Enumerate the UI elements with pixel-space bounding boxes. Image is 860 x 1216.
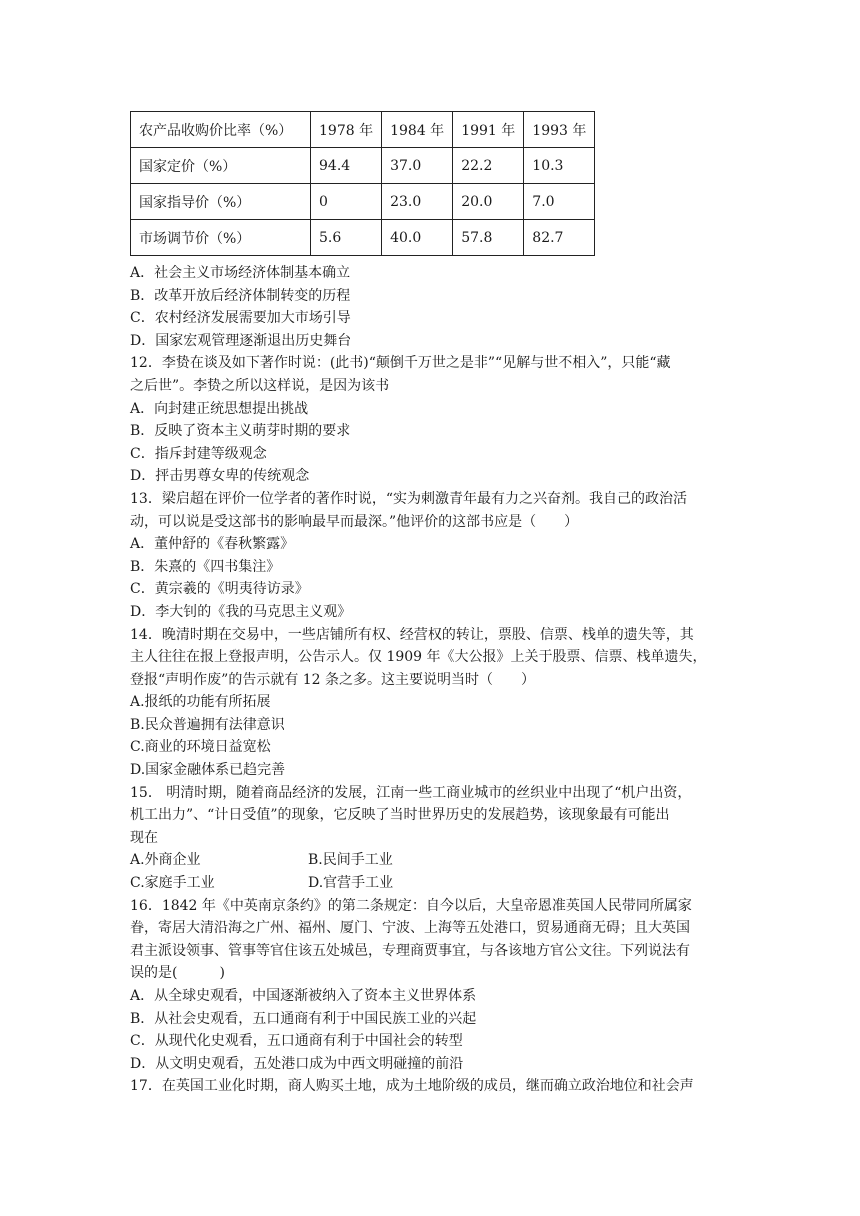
table-header-cell: 农产品收购价比率（%） <box>131 112 311 148</box>
table-cell: 国家定价（%） <box>131 148 311 184</box>
text-line: 17．在英国工业化时期，商人购买土地，成为土地阶级的成员，继而确立政治地位和社会声 <box>130 1078 694 1095</box>
text-line: 君主派设领事、管事等官住该五处城邑，专理商贾事宜，与各该地方官公文往。下列说法有 <box>130 942 690 959</box>
text-line: B．朱熹的《四书集注》 <box>130 558 281 575</box>
text-line: B．改革开放后经济体制转变的历程 <box>130 287 351 304</box>
text-line: D.国家金融体系已趋完善 <box>130 762 286 779</box>
text-line: 14．晚清时期在交易中，一些店铺所有权、经营权的转让，票股、信票、栈单的遗失等，其 <box>130 626 694 643</box>
text-line: D．国家宏观管理逐渐退出历史舞台 <box>130 332 352 349</box>
q15-options-row <box>130 872 742 895</box>
text-line: C．指斥封建等级观念 <box>130 445 267 462</box>
text-line: A．向封建正统思想提出挑战 <box>130 400 309 417</box>
table-cell: 37.0 <box>382 148 453 184</box>
table-cell: 82.7 <box>524 220 595 256</box>
table-header-row <box>131 112 595 148</box>
text-line: 15． 明清时期，随着商品经济的发展，江南一些工商业城市的丝织业中出现了“机户出资， <box>130 784 692 801</box>
table-cell: 国家指导价（%） <box>131 184 311 220</box>
table-cell: 22.2 <box>453 148 524 184</box>
text-line: D．抨击男尊女卑的传统观念 <box>130 468 310 485</box>
table-cell: 10.3 <box>524 148 595 184</box>
option-text: D.官营手工业 <box>308 875 394 892</box>
text-line: C．从现代化史观看，五口通商有利于中国社会的转型 <box>130 1033 463 1050</box>
table-cell: 7.0 <box>524 184 595 220</box>
text-line: C．农村经济发展需要加大市场引导 <box>130 310 351 327</box>
text-line: 现在 <box>130 829 158 846</box>
text-line: B.民众普遍拥有法律意识 <box>130 716 285 733</box>
text-line: C．黄宗羲的《明夷待访录》 <box>130 581 309 598</box>
option-text: A.外商企业 <box>130 852 201 869</box>
text-line: D．从文明史观看，五处港口成为中西文明碰撞的前沿 <box>130 1055 464 1072</box>
table-cell: 0 <box>311 184 382 220</box>
text-line: A．社会主义市场经济体制基本确立 <box>130 265 351 281</box>
table-cell: 40.0 <box>382 220 453 256</box>
table-cell: 23.0 <box>382 184 453 220</box>
q15-options-row <box>130 849 742 872</box>
text-line: B．从社会史观看，五口通商有利于中国民族工业的兴起 <box>130 1010 477 1027</box>
text-line: 机工出力”、“计日受值”的现象，它反映了当时世界历史的发展趋势，该现象最有可能出 <box>130 807 670 824</box>
table-cell: 94.4 <box>311 148 382 184</box>
option-text: C.家庭手工业 <box>130 875 215 892</box>
table-cell: 57.8 <box>453 220 524 256</box>
text-line: A.报纸的功能有所拓展 <box>130 694 271 711</box>
text-line: D．李大钊的《我的马克思主义观》 <box>130 603 352 620</box>
table-row <box>131 220 595 256</box>
text-line: A．从全球史观看，中国逐渐被纳入了资本主义世界体系 <box>130 988 477 1004</box>
text-line: 之后世”。李贽之所以这样说，是因为该书 <box>130 377 390 394</box>
table-cell: 市场调节价（%） <box>131 220 311 256</box>
text-line: 动，可以说是受这部书的影响最早而最深。”他评价的这部书应是（ ） <box>130 513 579 530</box>
text-line: 眷，寄居大清沿海之广州、福州、厦门、宁波、上海等五处港口，贸易通商无碍；且大英国 <box>130 920 690 937</box>
table-row <box>131 148 595 184</box>
question-text <box>130 262 742 1098</box>
text-line: 登报“声明作废”的告示就有 12 条之多。这主要说明当时（ ） <box>130 671 536 688</box>
text-line: C.商业的环境日益宽松 <box>130 739 271 756</box>
price-ratio-table <box>130 111 595 256</box>
option-text: B.民间手工业 <box>308 852 393 869</box>
text-line: 12．李贽在谈及如下著作时说：(此书)“颠倒千万世之是非”“见解与世不相入”，只能“藏 <box>130 355 671 372</box>
text-line: 13．梁启超在评价一位学者的著作时说，“实为刺激青年最有力之兴奋剂。我自己的政治活 <box>130 490 687 507</box>
table-cell: 20.0 <box>453 184 524 220</box>
table-header-cell: 1984 年 <box>382 112 453 148</box>
text-line: B．反映了资本主义萌芽时期的要求 <box>130 423 351 440</box>
table-header-cell: 1993 年 <box>524 112 595 148</box>
table-header-cell: 1978 年 <box>311 112 382 148</box>
table-header-cell: 1991 年 <box>453 112 524 148</box>
text-line: 误的是( ) <box>130 965 225 982</box>
table-row <box>131 184 595 220</box>
table-cell: 5.6 <box>311 220 382 256</box>
text-line: 16．1842 年《中英南京条约》的第二条规定：自今以后，大皇帝恩准英国人民带同所属家 <box>130 897 692 914</box>
text-line: A．董仲舒的《春秋繁露》 <box>130 536 295 553</box>
text-line: 主人往往在报上登报声明，公告示人。仅 1909 年《大公报》上关于股票、信票、栈单遗失， <box>130 649 707 666</box>
